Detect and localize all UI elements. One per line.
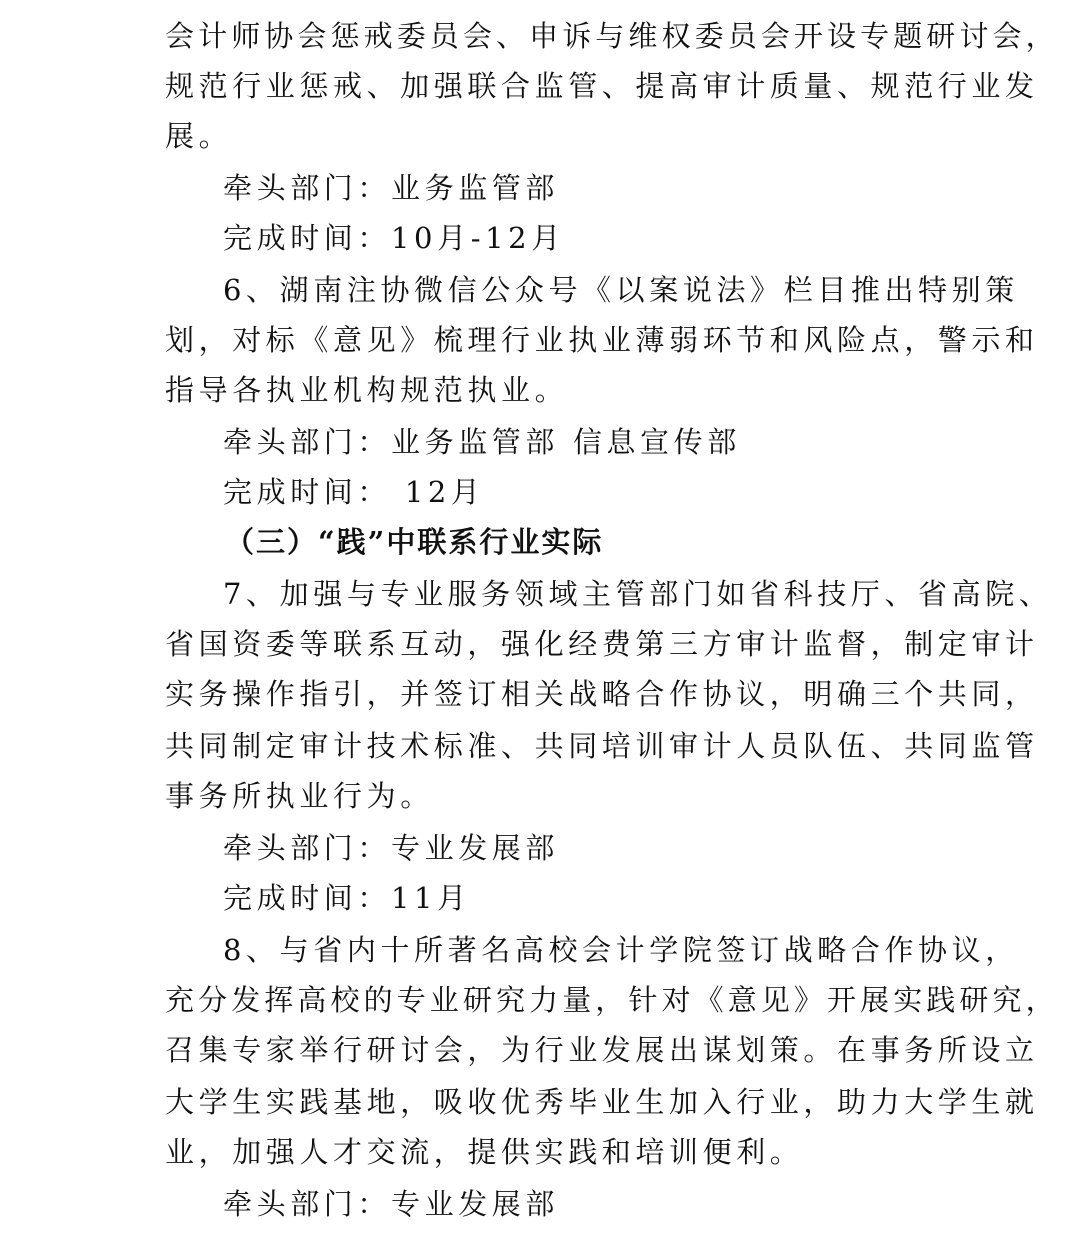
body-text-line: 共同制定审计技术标准、共同培训审计人员队伍、共同监管 <box>165 729 1039 763</box>
body-text-line: 划，对标《意见》梳理行业执业薄弱环节和风险点，警示和 <box>165 323 1039 357</box>
item-6-first-line: 6、湖南注协微信公众号《以案说法》栏目推出特别策 <box>223 273 1019 307</box>
body-text-line: 会计师协会惩戒委员会、申诉与维权委员会开设专题研讨会， <box>165 19 1059 53</box>
body-text-line: 省国资委等联系互动，强化经费第三方审计监督，制定审计 <box>165 627 1039 661</box>
completion-time-line: 完成时间： 12月 <box>223 475 485 509</box>
completion-time-line: 完成时间：10月-12月 <box>223 221 565 255</box>
body-text-line: 规范行业惩戒、加强联合监管、提高审计质量、规范行业发 <box>165 69 1039 103</box>
body-text-line: 展。 <box>165 119 233 153</box>
section-heading: （三）“践”中联系行业实际 <box>225 525 604 559</box>
lead-department-line: 牵头部门：专业发展部 <box>223 1187 560 1221</box>
item-7-first-line: 7、加强与专业服务领域主管部门如省科技厅、省高院、 <box>223 577 1053 611</box>
lead-department-line: 牵头部门：业务监管部 <box>223 171 560 205</box>
item-8-first-line: 8、与省内十所著名高校会计学院签订战略合作协议， <box>223 933 1019 967</box>
body-text-line: 大学生实践基地，吸收优秀毕业生加入行业，助力大学生就 <box>165 1085 1039 1119</box>
body-text-line: 事务所执业行为。 <box>165 779 434 813</box>
body-text-line: 实务操作指引，并签订相关战略合作协议，明确三个共同， <box>165 677 1039 711</box>
body-text-line: 充分发挥高校的专业研究力量，针对《意见》开展实践研究， <box>165 983 1059 1017</box>
lead-department-line: 牵头部门：专业发展部 <box>223 831 560 865</box>
body-text-line: 指导各执业机构规范执业。 <box>165 373 569 407</box>
completion-time-line: 完成时间：11月 <box>223 881 471 915</box>
body-text-line: 业，加强人才交流，提供实践和培训便利。 <box>165 1135 804 1169</box>
lead-department-line: 牵头部门：业务监管部 信息宣传部 <box>223 425 741 459</box>
body-text-line: 召集专家举行研讨会，为行业发展出谋划策。在事务所设立 <box>165 1033 1039 1067</box>
